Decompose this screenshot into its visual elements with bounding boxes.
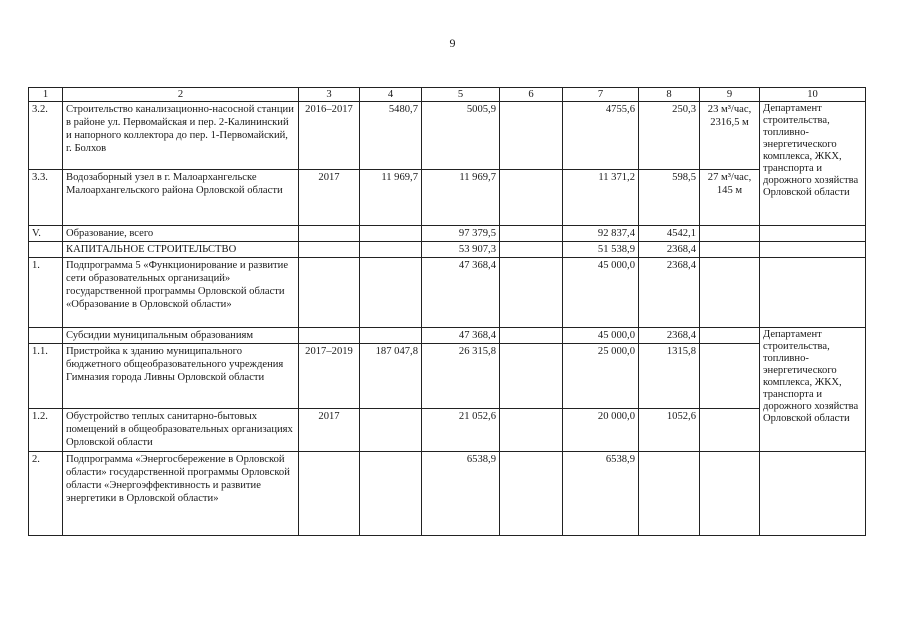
column-header: 1 <box>29 88 63 102</box>
row-col5: 53 907,3 <box>422 242 500 258</box>
row-col8: 598,5 <box>639 170 700 226</box>
row-col8: 2368,4 <box>639 328 700 344</box>
table-row <box>29 170 866 226</box>
column-header: 10 <box>760 88 866 102</box>
row-col4 <box>360 226 422 242</box>
row-col5: 21 052,6 <box>422 409 500 452</box>
row-period: 2017 <box>299 409 360 452</box>
row-number: 1. <box>29 258 63 328</box>
row-col8: 1052,6 <box>639 409 700 452</box>
row-col5: 97 379,5 <box>422 226 500 242</box>
column-header: 7 <box>563 88 639 102</box>
row-col6 <box>500 344 563 409</box>
row-col9 <box>700 226 760 242</box>
row-col4 <box>360 409 422 452</box>
row-col6 <box>500 102 563 170</box>
row-col9: 23 м³/час, 2316,5 м <box>700 102 760 170</box>
row-col6 <box>500 170 563 226</box>
responsible-department: Департамент строительства, топливно-энергетического комплекса, ЖКХ, транспорта и дорожного хозяйства Орловской области <box>760 102 866 226</box>
row-name: Образование, всего <box>63 226 299 242</box>
row-period <box>299 328 360 344</box>
row-col7: 4755,6 <box>563 102 639 170</box>
row-number: 1.1. <box>29 344 63 409</box>
row-col4: 11 969,7 <box>360 170 422 226</box>
row-number: 3.3. <box>29 170 63 226</box>
row-col5: 26 315,8 <box>422 344 500 409</box>
table-row <box>29 258 866 328</box>
column-header: 8 <box>639 88 700 102</box>
row-col5: 47 368,4 <box>422 258 500 328</box>
row-col8: 2368,4 <box>639 258 700 328</box>
table-header-row <box>29 88 866 102</box>
table-row <box>29 452 866 536</box>
row-col6 <box>500 226 563 242</box>
row-number <box>29 242 63 258</box>
row-number: 1.2. <box>29 409 63 452</box>
row-col8: 4542,1 <box>639 226 700 242</box>
row-col6 <box>500 452 563 536</box>
row-col7: 25 000,0 <box>563 344 639 409</box>
row-col7: 45 000,0 <box>563 328 639 344</box>
row-col10 <box>760 226 866 242</box>
row-name: Водозаборный узел в г. Малоархангельске Малоархангельского района Орловской области <box>63 170 299 226</box>
row-col5: 11 969,7 <box>422 170 500 226</box>
column-header: 2 <box>63 88 299 102</box>
row-col10 <box>760 258 866 328</box>
row-name: Пристройка к зданию муниципального бюджетного общеобразовательного учреждения Гимназия города Ливны Орловской области <box>63 344 299 409</box>
column-header: 3 <box>299 88 360 102</box>
row-period: 2016–2017 <box>299 102 360 170</box>
responsible-department: Департамент строительства, топливно-энергетического комплекса, ЖКХ, транспорта и дорожного хозяйства Орловской области <box>760 328 866 452</box>
column-header: 4 <box>360 88 422 102</box>
row-col8: 250,3 <box>639 102 700 170</box>
row-col8: 1315,8 <box>639 344 700 409</box>
row-col6 <box>500 409 563 452</box>
row-period <box>299 242 360 258</box>
row-col10 <box>760 452 866 536</box>
row-col9 <box>700 258 760 328</box>
page-number: 9 <box>449 36 456 50</box>
row-col7: 92 837,4 <box>563 226 639 242</box>
row-name: Подпрограмма «Энергосбережение в Орловской области» государственной программы Орловской области «Энергоэффективность и развитие энергетики в Орловской области» <box>63 452 299 536</box>
row-col9 <box>700 328 760 344</box>
row-number: V. <box>29 226 63 242</box>
row-number: 3.2. <box>29 102 63 170</box>
table-row <box>29 242 866 258</box>
row-col4 <box>360 452 422 536</box>
row-col9: 27 м³/час, 145 м <box>700 170 760 226</box>
row-col9 <box>700 409 760 452</box>
row-period <box>299 258 360 328</box>
row-col9 <box>700 242 760 258</box>
row-col4 <box>360 328 422 344</box>
row-name: КАПИТАЛЬНОЕ СТРОИТЕЛЬСТВО <box>63 242 299 258</box>
row-col5: 47 368,4 <box>422 328 500 344</box>
row-col7: 20 000,0 <box>563 409 639 452</box>
row-period: 2017–2019 <box>299 344 360 409</box>
table-row <box>29 328 866 344</box>
data-table <box>28 87 866 536</box>
row-col7: 11 371,2 <box>563 170 639 226</box>
table-row <box>29 226 866 242</box>
table-row <box>29 102 866 170</box>
row-name: Подпрограмма 5 «Функционирование и развитие сети образовательных организаций» государственной программы Орловской области «Образование в Орловской области» <box>63 258 299 328</box>
row-col4: 187 047,8 <box>360 344 422 409</box>
row-name: Обустройство теплых санитарно-бытовых помещений в общеобразовательных организациях Орловской области <box>63 409 299 452</box>
table-row <box>29 409 866 452</box>
row-col6 <box>500 258 563 328</box>
row-period: 2017 <box>299 170 360 226</box>
row-col5: 5005,9 <box>422 102 500 170</box>
row-col8 <box>639 452 700 536</box>
row-col7: 45 000,0 <box>563 258 639 328</box>
row-col4 <box>360 242 422 258</box>
row-period <box>299 452 360 536</box>
column-header: 9 <box>700 88 760 102</box>
row-col6 <box>500 242 563 258</box>
column-header: 6 <box>500 88 563 102</box>
row-col10 <box>760 242 866 258</box>
row-col4 <box>360 258 422 328</box>
row-number: 2. <box>29 452 63 536</box>
row-col6 <box>500 328 563 344</box>
row-col9 <box>700 452 760 536</box>
row-name: Субсидии муниципальным образованиям <box>63 328 299 344</box>
row-period <box>299 226 360 242</box>
row-col9 <box>700 344 760 409</box>
row-col5: 6538,9 <box>422 452 500 536</box>
column-header: 5 <box>422 88 500 102</box>
table-row <box>29 344 866 409</box>
row-col8: 2368,4 <box>639 242 700 258</box>
row-name: Строительство канализационно-насосной станции в районе ул. Первомайская и пер. 2-Калининский и напорного коллектора до пер. 1-Первомайский, г. Болхов <box>63 102 299 170</box>
row-col7: 6538,9 <box>563 452 639 536</box>
row-col7: 51 538,9 <box>563 242 639 258</box>
row-number <box>29 328 63 344</box>
row-col4: 5480,7 <box>360 102 422 170</box>
